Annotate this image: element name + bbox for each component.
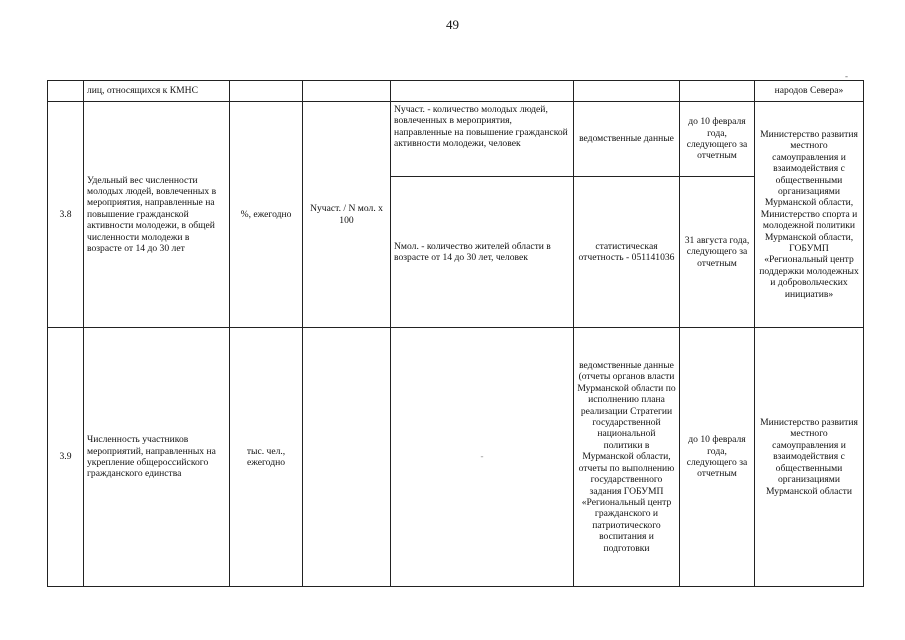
responsible-body: Министерство развития местного самоуправления и взаимодействия с общественными организациями Мурманской области, Министерство спорта и молодежной политики Мурманской области, ГОБУМП «Региональный центр поддержки молодежных и добровольческих инициатив» <box>755 102 864 328</box>
variable-definition <box>391 328 574 587</box>
page-number: 49 <box>446 17 459 32</box>
cell-definition <box>391 81 574 102</box>
table-row-3-9 <box>48 328 864 587</box>
row-number: 3.8 <box>48 102 84 328</box>
responsible-body: Министерство развития местного самоуправления и взаимодействия с общественными организациями Мурманской области <box>755 328 864 587</box>
data-source: ведомственные данные <box>574 102 680 177</box>
table-row-3-8 <box>48 102 864 177</box>
indicator-name: Численность участников мероприятий, направленных на укрепление общероссийского гражданского единства <box>84 328 230 587</box>
cell-deadline <box>680 81 755 102</box>
variable-definition: Nмол. - количество жителей области в возрасте от 14 до 30 лет, человек <box>391 177 574 328</box>
report-deadline: до 10 февраля года, следующего за отчетным <box>680 102 755 177</box>
cell-source <box>574 81 680 102</box>
cell-formula <box>303 81 391 102</box>
cell-responsible: народов Севера» <box>755 81 864 102</box>
indicator-unit: %, ежегодно <box>230 102 303 328</box>
blank-mark: - <box>480 451 484 462</box>
data-source: ведомственные данные (отчеты органов власти Мурманской области по исполнению плана реализации Стратегии государственной национальной политики в Мурманской области, отчеты по выполнению государственного задания ГОБУМП «Региональный центр гражданского и патриотического воспитания и подготовки <box>574 328 680 587</box>
report-deadline: 31 августа года, следующего за отчетным <box>680 177 755 328</box>
indicator-unit: тыс. чел., ежегодно <box>230 328 303 587</box>
page-mark: - <box>845 71 848 81</box>
cell-name: лиц, относящихся к КМНС <box>84 81 230 102</box>
cell-num <box>48 81 84 102</box>
data-source: статистическая отчетность - 051141036 <box>574 177 680 328</box>
report-deadline: до 10 февраля года, следующего за отчетным <box>680 328 755 587</box>
indicator-formula <box>303 328 391 587</box>
table-row-continuation <box>48 81 864 102</box>
indicator-name: Удельный вес численности молодых людей, вовлеченных в мероприятия, направленные на повышение гражданской активности молодежи, в общей численности молодежи в возрасте от 14 до 30 лет <box>84 102 230 328</box>
indicators-table <box>47 80 864 587</box>
row-number: 3.9 <box>48 328 84 587</box>
variable-definition: Nучаст. - количество молодых людей, вовлеченных в мероприятия, направленные на повышение гражданской активности молодежи, человек <box>391 102 574 177</box>
cell-unit <box>230 81 303 102</box>
indicator-formula: Nучаст. / N мол. x 100 <box>303 102 391 328</box>
